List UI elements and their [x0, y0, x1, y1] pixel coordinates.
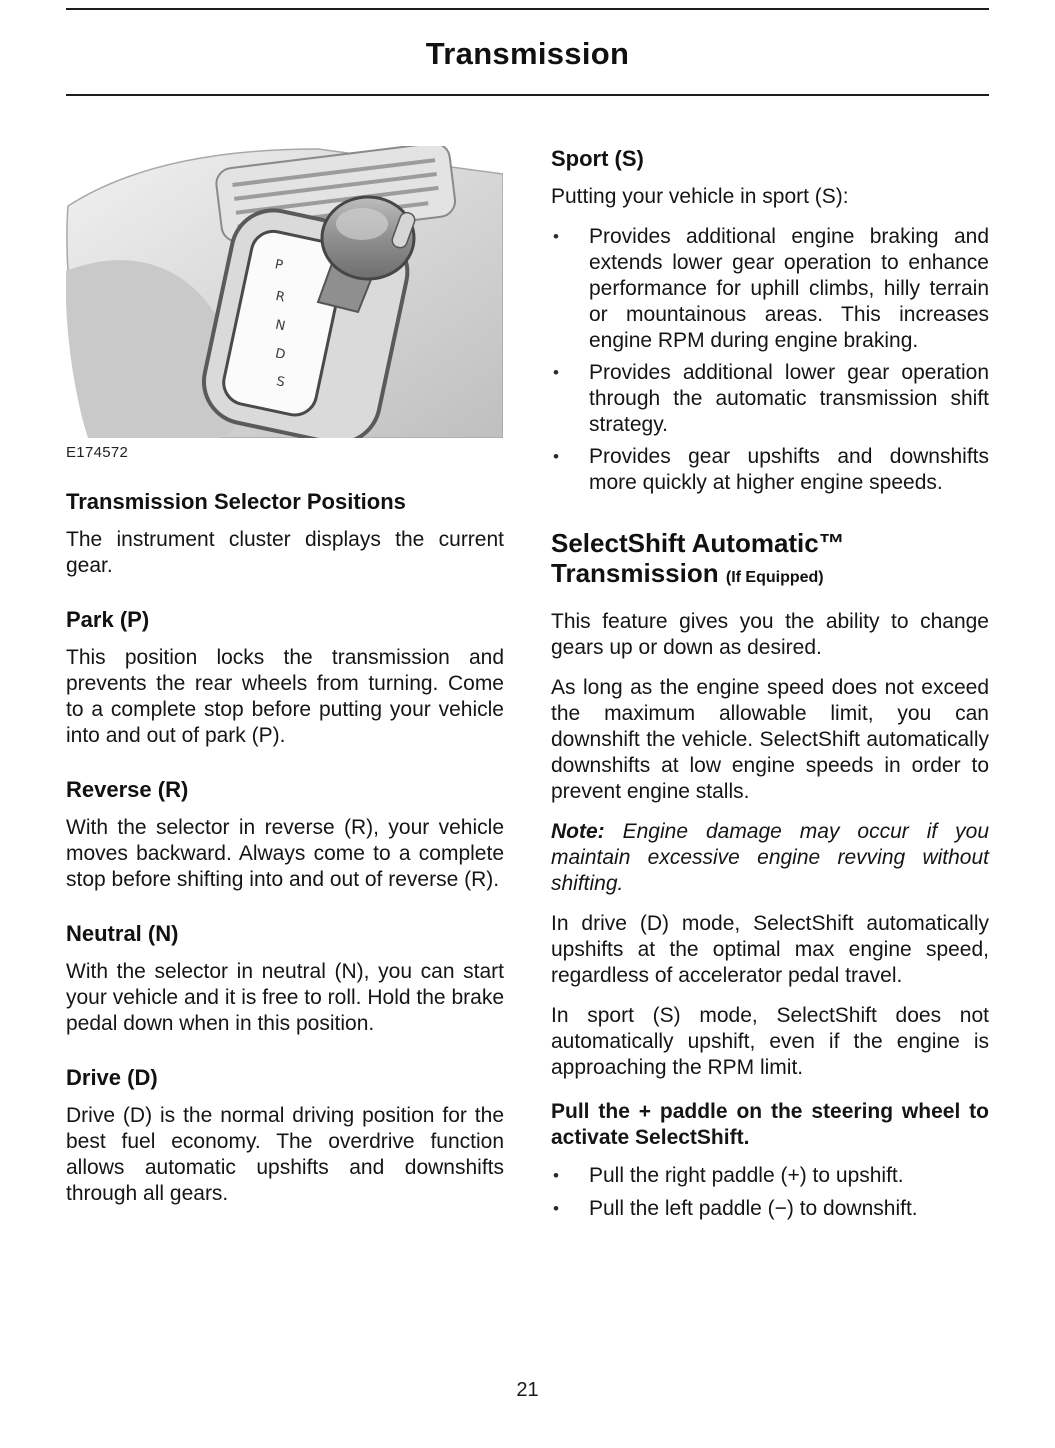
gear-letter-p: P: [273, 257, 285, 274]
gear-letter-r: R: [274, 289, 287, 306]
heading-selector-positions: Transmission Selector Positions: [66, 489, 406, 514]
list-item: [551, 360, 989, 438]
heading-park: Park (P): [66, 607, 150, 632]
gear-letter-n: N: [273, 317, 287, 335]
page-footer: [0, 1379, 1055, 1402]
heading-drive: Drive (D): [66, 1065, 158, 1090]
bullet-icon: [551, 224, 589, 354]
right-column: [551, 146, 989, 1229]
if-equipped-label: (If Equipped): [725, 569, 824, 586]
content-columns: [66, 146, 989, 1229]
bullet-icon: [551, 1163, 589, 1190]
para-park: This position locks the transmission and prevents the rear wheels from turning. Come to a complete stop before putting your vehicle into and out of park (P).: [66, 646, 504, 747]
selectshift-heading-line2: Transmission: [551, 558, 719, 588]
para-selectshift-2: As long as the engine speed does not exceed the maximum allowable limit, you can downshift the vehicle. SelectShift automatically downshifts at low engine speeds in order to prevent engine stalls.: [551, 676, 989, 803]
bullet-text: Provides additional engine braking and extends lower gear operation to enhance performance for uphill climbs, hilly terrain or mountainous areas. This increases engine RPM during engine braking.: [589, 225, 989, 352]
bullet-icon: [551, 444, 589, 496]
para-drive: Drive (D) is the normal driving position for the best fuel economy. The overdrive function allows automatic upshifts and downshifts through all gears.: [66, 1104, 504, 1205]
list-item: [551, 1196, 989, 1223]
figure-label: E174572: [66, 444, 129, 461]
bullet-icon: [551, 1196, 589, 1223]
gear-letter-s: S: [274, 374, 287, 391]
para-sport-intro: Putting your vehicle in sport (S):: [551, 185, 849, 208]
heading-reverse: Reverse (R): [66, 777, 189, 802]
bullet-text: Provides gear upshifts and downshifts more quickly at higher engine speeds.: [589, 445, 989, 494]
gear-letter-d: D: [273, 346, 287, 363]
page-header: [66, 8, 989, 96]
note-label: Note:: [551, 820, 605, 843]
list-item: [551, 224, 989, 354]
gear-selector-illustration: [66, 146, 503, 438]
page-number: 21: [516, 1379, 539, 1401]
heading-neutral: Neutral (N): [66, 921, 179, 946]
para-reverse: With the selector in reverse (R), your vehicle moves backward. Always come to a complete stop before shifting into and out of reverse (R).: [66, 816, 504, 891]
para-selector-positions: The instrument cluster displays the current gear.: [66, 528, 504, 577]
bullet-icon: [551, 360, 589, 438]
heading-selectshift: [551, 528, 989, 593]
note-paragraph: [551, 819, 989, 897]
bullet-text: Provides additional lower gear operation through the automatic transmission shift strategy.: [589, 361, 989, 436]
bullet-text: Pull the left paddle (−) to downshift.: [589, 1197, 918, 1220]
heading-sport: Sport (S): [551, 146, 644, 171]
para-selectshift-3: In drive (D) mode, SelectShift automatically upshifts at the optimal max engine speed, regardless of accelerator pedal travel.: [551, 912, 989, 987]
paddle-heading: Pull the + paddle on the steering wheel to activate SelectShift.: [551, 1100, 989, 1149]
para-selectshift-4: In sport (S) mode, SelectShift does not automatically upshift, even if the engine is approaching the RPM limit.: [551, 1004, 989, 1079]
gear-selector-figure: [66, 146, 503, 461]
para-selectshift-1: This feature gives you the ability to change gears up or down as desired.: [551, 610, 989, 659]
note-text: Engine damage may occur if you maintain excessive engine revving without shifting.: [551, 820, 989, 895]
list-item: [551, 444, 989, 496]
selectshift-heading-line1: SelectShift Automatic™: [551, 528, 845, 558]
left-column: [66, 146, 504, 1229]
bullet-text: Pull the right paddle (+) to upshift.: [589, 1164, 904, 1187]
list-item: [551, 1163, 989, 1190]
page-title: Transmission: [425, 36, 630, 71]
para-neutral: With the selector in neutral (N), you can start your vehicle and it is free to roll. Hold the brake pedal down when in this position.: [66, 960, 504, 1035]
